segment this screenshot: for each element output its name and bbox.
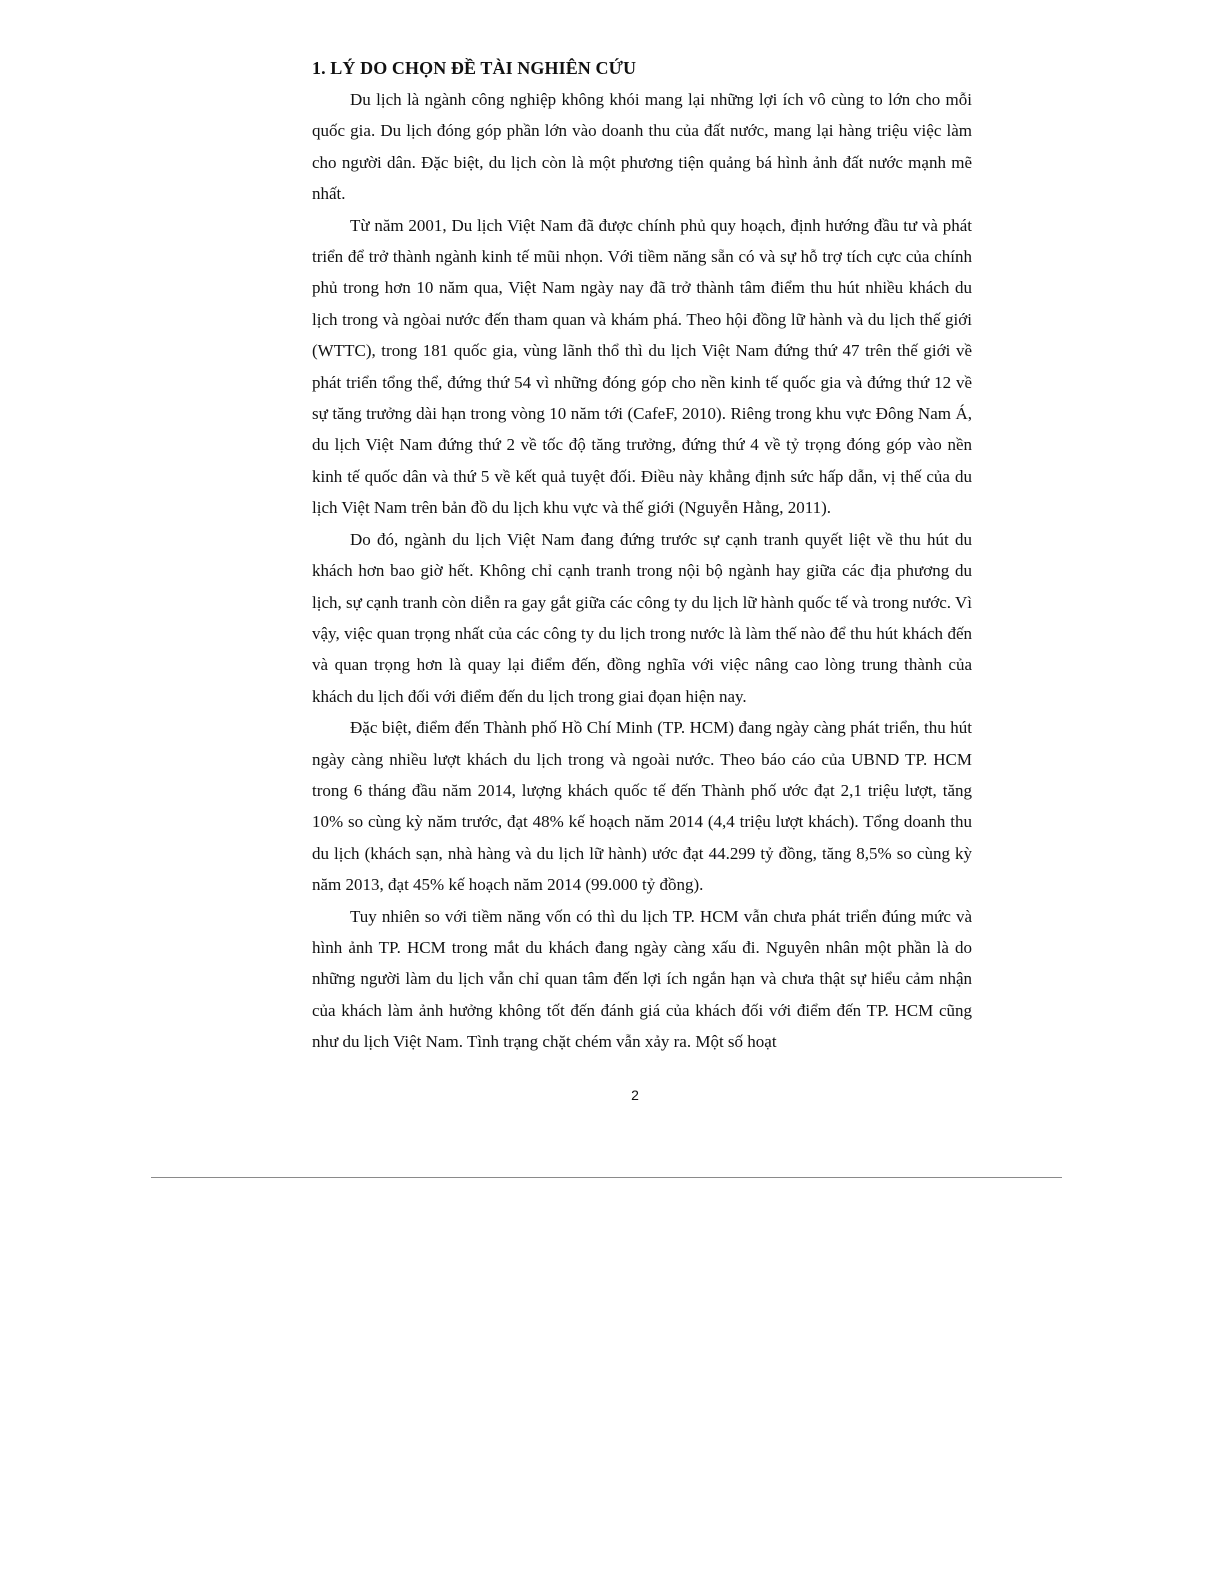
paragraph-2: Từ năm 2001, Du lịch Việt Nam đã được chính phủ quy hoạch, định hướng đầu tư và phát triển để trở thành ngành kinh tế mũi nhọn. Với tiềm năng sẵn có và sự hỗ trợ tích cực của chính phủ trong hơn 10 năm qua, Việt Nam ngày nay đã trở thành tâm điểm thu hút nhiều khách du lịch trong và ngòai nước đến tham quan và khám phá. Theo hội đồng lữ hành và du lịch thế giới (WTTC), trong 181 quốc gia, vùng lãnh thổ thì du lịch Việt Nam đứng thứ 47 trên thế giới về phát triển tổng thể, đứng thứ 54 vì những đóng góp cho nền kinh tế quốc gia và đứng thứ 12 về sự tăng trưởng dài hạn trong vòng 10 năm tới (CafeF, 2010). Riêng trong khu vực Đông Nam Á, du lịch Việt Nam đứng thứ 2 về tốc độ tăng trưởng, đứng thứ 4 về tỷ trọng đóng góp vào nền kinh tế quốc dân và thứ 5 về kết quả tuyệt đối. Điều này khẳng định sức hấp dẫn, vị thế của du lịch Việt Nam trên bản đồ du lịch khu vực và thế giới (Nguyễn Hằng, 2011).: [312, 215, 972, 518]
section-body: [312, 52, 972, 1058]
paragraph-4: Đặc biệt, điểm đến Thành phố Hồ Chí Minh (TP. HCM) đang ngày càng phát triển, thu hút ngày càng nhiều lượt khách du lịch trong và ngoài nước. Theo báo cáo của UBND TP. HCM trong 6 tháng đầu năm 2014, lượng khách quốc tế đến Thành phố ước đạt 2,1 triệu lượt, tăng 10% so cùng kỳ năm trước, đạt 48% kế hoạch năm 2014 (4,4 triệu lượt khách). Tổng doanh thu du lịch (khách sạn, nhà hàng và du lịch lữ hành) ước đạt 44.299 tỷ đồng, tăng 8,5% so cùng kỳ năm 2013, đạt 45% kế hoạch năm 2014 (99.000 tỷ đồng).: [312, 718, 972, 895]
page-number: 2: [631, 1087, 639, 1103]
paragraph-3: Do đó, ngành du lịch Việt Nam đang đứng trước sự cạnh tranh quyết liệt về thu hút du khách hơn bao giờ hết. Không chỉ cạnh tranh trong nội bộ ngành hay giữa các địa phương du lịch, sự cạnh tranh còn diễn ra gay gắt giữa các công ty du lịch lữ hành quốc tế và trong nước. Vì vậy, việc quan trọng nhất của các công ty du lịch trong nước là làm thế nào để thu hút khách đến và quan trọng hơn là quay lại điểm đến, đồng nghĩa với việc nâng cao lòng trung thành của khách du lịch đối với điểm đến du lịch trong giai đọan hiện nay.: [312, 529, 972, 706]
page-break-divider: [151, 1177, 1062, 1178]
section-heading: 1. LÝ DO CHỌN ĐỀ TÀI NGHIÊN CỨU: [312, 58, 637, 78]
paragraph-5: Tuy nhiên so với tiềm năng vốn có thì du lịch TP. HCM vẫn chưa phát triển đúng mức và hình ảnh TP. HCM trong mắt du khách đang ngày càng xấu đi. Nguyên nhân một phần là do những người làm du lịch vẫn chỉ quan tâm đến lợi ích ngắn hạn và chưa thật sự hiểu cảm nhận của khách làm ảnh hưởng không tốt đến đánh giá của khách đối với điểm đến TP. HCM cũng như du lịch Việt Nam. Tình trạng chặt chém vẫn xảy ra. Một số hoạt: [312, 906, 972, 1052]
paragraph-1: Du lịch là ngành công nghiệp không khói mang lại những lợi ích vô cùng to lớn cho mỗi quốc gia. Du lịch đóng góp phần lớn vào doanh thu của đất nước, mang lại hàng triệu việc làm cho người dân. Đặc biệt, du lịch còn là một phương tiện quảng bá hình ảnh đất nước mạnh mẽ nhất.: [312, 90, 972, 204]
